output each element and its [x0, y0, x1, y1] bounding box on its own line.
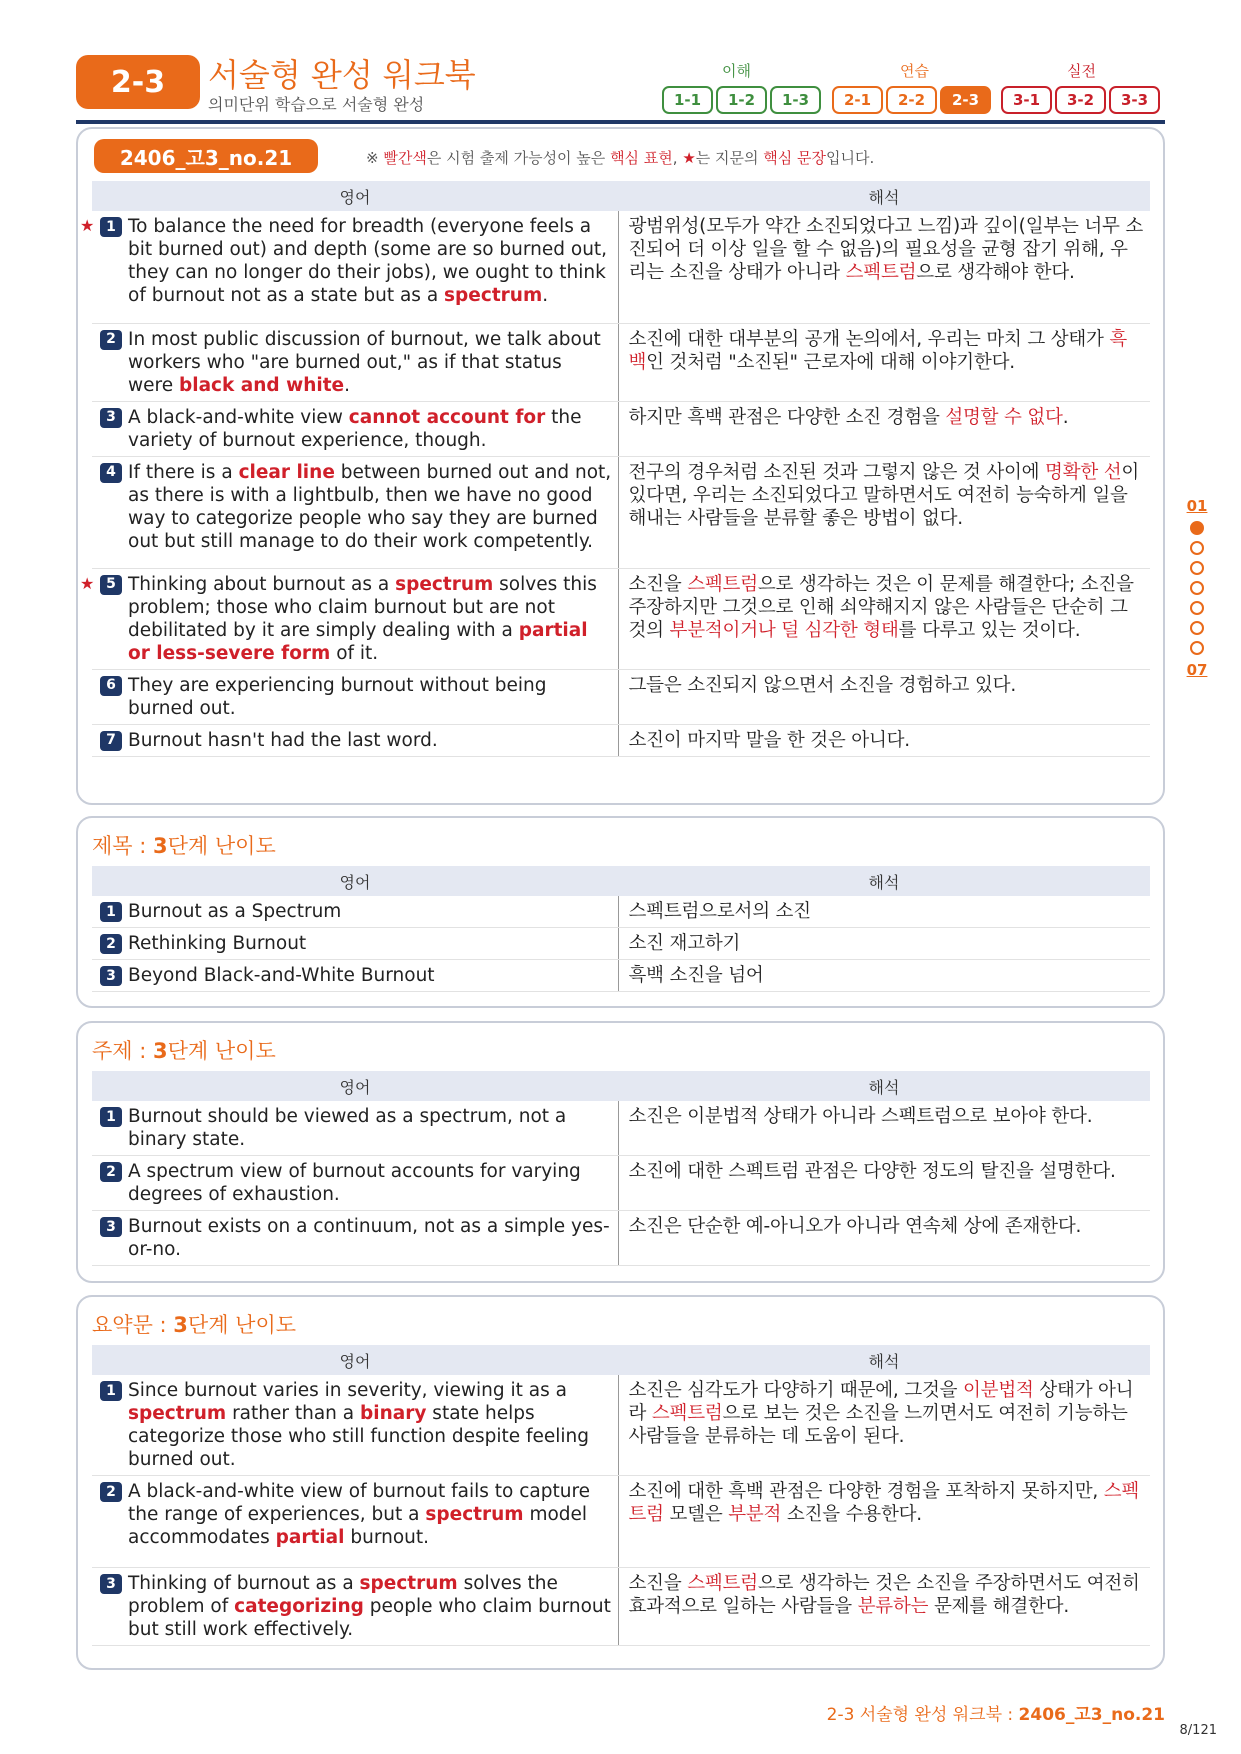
text-segment: 으로 생각하는 것은 이 문제를 해결한다; 소진을 주장하지만 그것으로 인해 쇠약해지지 않은 사람들은 단순히 그것의	[628, 573, 1134, 641]
key-expression: clear line	[238, 461, 335, 483]
nav-group-practice	[832, 86, 991, 114]
english-sentence	[92, 960, 618, 992]
table-row	[92, 928, 1150, 960]
text-segment: 소진은 이분법적 상태가 아니라 스펙트럼으로 보아야 한다.	[628, 1106, 1093, 1127]
text-segment: Burnout hasn't had the last word.	[128, 729, 438, 751]
table-row	[92, 724, 1150, 756]
title-table	[92, 866, 1150, 992]
side-pager	[1180, 497, 1214, 679]
table-row	[92, 896, 1150, 928]
key-expression: binary	[360, 1403, 427, 1424]
key-expression: spectrum	[395, 573, 494, 595]
text-segment: 소진이 마지막 말을 한 것은 아니다.	[628, 729, 910, 751]
page-dot-icon[interactable]	[1190, 641, 1204, 655]
page-dot-icon[interactable]	[1190, 521, 1204, 535]
text-segment: people who claim burnout but still work effectively.	[128, 1596, 611, 1640]
column-header-translation: 해석	[618, 181, 1150, 211]
text-segment: A black-and-white view of burnout fails to capture the range of experiences, but a	[128, 1481, 591, 1525]
key-expression: 흑백	[628, 328, 1128, 373]
page-dot-icon[interactable]	[1190, 581, 1204, 595]
text-segment: 그들은 소진되지 않으면서 소진을 경험하고 있다.	[628, 674, 1017, 696]
key-sentence-star-icon: ★	[80, 573, 95, 593]
text-segment: .	[1062, 406, 1069, 428]
korean-translation	[618, 896, 1150, 928]
text-segment: Rethinking Burnout	[128, 933, 307, 954]
english-sentence	[92, 896, 618, 928]
nav-1-2[interactable]: 1-2	[716, 86, 767, 114]
sentence-number-badge: 3	[100, 1574, 122, 1594]
english-sentence	[92, 928, 618, 960]
topic-card	[76, 1021, 1165, 1283]
footer-caption: 2-3 서술형 완성 워크북 : 2406_고3_no.21	[826, 1705, 1165, 1725]
side-pager-first[interactable]: 01	[1186, 497, 1208, 515]
passage-code-badge: 2406_고3_no.21	[94, 139, 318, 173]
text-segment: model accommodates	[128, 1504, 588, 1548]
nav-3-3[interactable]: 3-3	[1109, 86, 1160, 114]
text-segment: 소진 재고하기	[628, 933, 741, 954]
page-number: 8/121	[1179, 1723, 1217, 1738]
page-dot-icon[interactable]	[1190, 541, 1204, 555]
text-segment: Burnout exists on a continuum, not as a simple yes-or-no.	[128, 1216, 610, 1260]
text-segment: Since burnout varies in severity, viewing it as a	[128, 1380, 567, 1401]
text-segment: 흑백 소진을 넘어	[628, 965, 764, 986]
table-row	[92, 1375, 1150, 1476]
key-expression: spectrum	[128, 1403, 227, 1424]
text-segment: 소진은 심각도가 다양하기 때문에, 그것을	[628, 1380, 963, 1401]
text-segment: If there is a	[128, 461, 239, 483]
passage-rows	[80, 211, 1150, 756]
legend-note-part: 빨간색	[383, 149, 427, 167]
legend-note-part: 핵심 문장	[763, 149, 827, 167]
sentence-number-badge: 2	[100, 330, 122, 350]
korean-translation	[618, 1375, 1150, 1476]
korean-translation	[618, 456, 1150, 568]
passage-table	[80, 181, 1150, 757]
text-segment: 소진을 수용한다.	[781, 1504, 922, 1525]
column-header-english: 영어	[92, 866, 618, 896]
korean-translation	[618, 1476, 1150, 1568]
english-sentence	[92, 456, 618, 568]
korean-translation	[618, 1156, 1150, 1211]
sentence-number-badge: 3	[100, 1217, 122, 1237]
key-expression: partial or less-severe form	[128, 619, 588, 664]
text-segment: between burned out and not, as there is with a lightbulb, then we have no good way to categorize people who say they are burned out but still manage to do their work competently.	[128, 461, 612, 552]
sentence-number-badge: 2	[100, 934, 122, 954]
korean-translation	[618, 211, 1150, 323]
korean-translation	[618, 1211, 1150, 1266]
key-expression: 설명할 수 없다	[945, 406, 1063, 428]
nav-2-2[interactable]: 2-2	[886, 86, 937, 114]
summary-rows	[92, 1375, 1150, 1646]
sentence-number-badge: 1	[100, 1381, 122, 1401]
english-sentence	[92, 669, 618, 724]
table-row	[92, 456, 1150, 568]
korean-translation	[618, 568, 1150, 669]
nav-1-3[interactable]: 1-3	[770, 86, 821, 114]
text-segment: Thinking of burnout as a	[128, 1573, 360, 1594]
summary-section-heading: 요약문 : 3단계 난이도	[92, 1313, 297, 1337]
key-expression: cannot account for	[348, 406, 546, 428]
text-segment: solves the problem of	[128, 1573, 558, 1617]
table-row	[92, 669, 1150, 724]
step-label-real: 실전	[1067, 62, 1096, 80]
text-segment: A spectrum view of burnout accounts for varying degrees of exhaustion.	[128, 1161, 581, 1205]
sentence-number-badge: 1	[100, 217, 122, 237]
lesson-badge: 2-3	[76, 55, 200, 109]
text-segment: rather than a	[226, 1403, 360, 1424]
topic-table	[92, 1071, 1150, 1266]
text-segment: 문제를 해결한다.	[928, 1596, 1070, 1617]
text-segment: 모델은	[663, 1504, 729, 1525]
table-row	[92, 211, 1150, 323]
text-segment: 인 것처럼 "소진된" 근로자에 대해 이야기한다.	[646, 351, 1015, 373]
english-sentence	[92, 1375, 618, 1476]
table-row	[92, 568, 1150, 669]
table-row	[92, 1156, 1150, 1211]
legend-note-part: 핵심 표현	[610, 149, 673, 167]
text-segment: 스펙트럼으로서의 소진	[628, 901, 811, 922]
topic-rows	[92, 1101, 1150, 1266]
table-row	[92, 401, 1150, 456]
english-sentence	[80, 211, 618, 323]
key-expression: 부분적	[728, 1504, 782, 1525]
english-sentence	[92, 401, 618, 456]
sentence-number-badge: 2	[100, 1162, 122, 1182]
text-segment: 이 있다면, 우리는 소진되었다고 말하면서도 여전히 능숙하게 일을 해내는 사람들을 분류할 좋은 방법이 없다.	[628, 461, 1140, 529]
text-segment: 소진에 대한 스펙트럼 관점은 다양한 정도의 탈진을 설명한다.	[628, 1161, 1116, 1182]
step-label-understand: 이해	[722, 62, 751, 80]
sentence-number-badge: 6	[100, 676, 122, 696]
passage-card	[76, 127, 1165, 805]
title-section-heading: 제목 : 3단계 난이도	[92, 834, 276, 858]
side-pager-dots	[1190, 521, 1204, 655]
english-sentence	[80, 568, 618, 669]
step-label-practice: 연습	[900, 62, 929, 80]
title-card	[76, 816, 1165, 1008]
text-segment: 으로 보는 것은 소진을 느끼면서도 여전히 기능하는 사람들을 분류하는 데 도움이 된다.	[628, 1403, 1128, 1447]
legend-note-part: ,	[672, 149, 683, 167]
sentence-number-badge: 2	[100, 1482, 122, 1502]
nav-group-understand	[662, 86, 821, 114]
english-sentence	[92, 724, 618, 756]
key-expression: 부분적이거나 덜 심각한 형태	[669, 619, 899, 641]
text-segment: burnout.	[344, 1527, 430, 1548]
key-expression: spectrum	[359, 1573, 458, 1594]
text-segment: state helps categorize those who still function despite feeling burned out.	[128, 1403, 590, 1470]
text-segment: In most public discussion of burnout, we talk about workers who "are burned out," as if that status were	[128, 328, 601, 396]
legend-note-part: ※	[366, 149, 384, 167]
sentence-number-badge: 3	[100, 966, 122, 986]
korean-translation	[618, 323, 1150, 401]
sentence-number-badge: 1	[100, 902, 122, 922]
text-segment: Burnout should be viewed as a spectrum, not a binary state.	[128, 1106, 567, 1150]
text-segment: 하지만 흑백 관점은 다양한 소진 경험을	[628, 406, 946, 428]
english-sentence	[92, 1156, 618, 1211]
text-segment: 으로 생각하는 것은 소진을 주장하면서도 여전히 효과적으로 일하는 사람들을	[628, 1573, 1140, 1617]
text-segment: 소진을	[628, 573, 688, 595]
side-pager-last[interactable]: 07	[1186, 661, 1208, 679]
text-segment: 소진에 대한 대부분의 공개 논의에서, 우리는 마치 그 상태가	[628, 328, 1110, 350]
english-sentence	[92, 323, 618, 401]
nav-group-real	[1001, 86, 1160, 114]
page-subtitle: 의미단위 학습으로 서술형 완성	[208, 95, 425, 114]
page-dot-icon[interactable]	[1190, 601, 1204, 615]
key-expression: spectrum	[444, 285, 543, 306]
column-header-english: 영어	[92, 1071, 618, 1101]
english-sentence	[92, 1101, 618, 1156]
column-header-english: 영어	[92, 181, 618, 211]
korean-translation	[618, 724, 1150, 756]
summary-table	[92, 1345, 1150, 1646]
english-sentence	[92, 1211, 618, 1266]
text-segment: To balance the need for breadth (everyone feels a bit burned out) and depth (some are so burned out, they can no longer do their jobs), we ought to think of burnout not as a state but as a	[128, 216, 608, 306]
text-segment: Beyond Black-and-White Burnout	[128, 965, 435, 986]
page-title: 서술형 완성 워크북	[208, 56, 476, 94]
table-row	[92, 1211, 1150, 1266]
text-segment: .	[344, 374, 350, 396]
text-segment: Burnout as a Spectrum	[128, 901, 342, 922]
key-expression: 스펙트럼	[687, 573, 758, 595]
nav-1-1[interactable]: 1-1	[662, 86, 713, 114]
table-row	[92, 1476, 1150, 1568]
nav-2-1[interactable]: 2-1	[832, 86, 883, 114]
korean-translation	[618, 669, 1150, 724]
nav-2-3[interactable]: 2-3	[940, 86, 991, 114]
key-sentence-star-icon: ★	[80, 216, 95, 235]
korean-translation	[618, 928, 1150, 960]
column-header-english: 영어	[92, 1345, 618, 1375]
table-row	[92, 323, 1150, 401]
korean-translation	[618, 960, 1150, 992]
key-expression: black and white	[178, 374, 345, 396]
key-expression: 스펙트럼	[651, 1403, 723, 1424]
nav-3-2[interactable]: 3-2	[1055, 86, 1106, 114]
legend-note-part: 는 지문의	[695, 149, 764, 167]
page-dot-icon[interactable]	[1190, 621, 1204, 635]
title-rows	[92, 896, 1150, 992]
text-segment: 광범위성(모두가 약간 소진되었다고 느낌)과 깊이(일부는 너무 소진되어 더 이상 일을 할 수 없음)의 필요성을 균형 잡기 위해, 우리는 소진을 상태가 아니라	[628, 216, 1144, 283]
key-expression: 분류하는	[857, 1596, 929, 1617]
legend-note-part: 은 시험 출제 가능성이 높은	[426, 149, 611, 167]
text-segment: 소진에 대한 흑백 관점은 다양한 경험을 포착하지 못하지만,	[628, 1481, 1104, 1502]
legend-note-part: 입니다.	[826, 149, 875, 167]
sentence-number-badge: 1	[100, 1107, 122, 1127]
sentence-number-badge: 5	[100, 575, 122, 595]
header-divider	[76, 120, 1165, 124]
key-expression: 이분법적	[963, 1380, 1034, 1401]
english-sentence	[92, 1568, 618, 1646]
sentence-number-badge: 3	[100, 408, 122, 428]
text-segment: 소진은 단순한 예-아니오가 아니라 연속체 상에 존재한다.	[628, 1216, 1082, 1237]
page-dot-icon[interactable]	[1190, 561, 1204, 575]
key-expression: spectrum	[425, 1504, 524, 1525]
column-header-translation: 해석	[618, 866, 1150, 896]
summary-card	[76, 1295, 1165, 1670]
sentence-number-badge: 4	[100, 463, 122, 483]
text-segment: They are experiencing burnout without being burned out.	[128, 674, 547, 719]
english-sentence	[92, 1476, 618, 1568]
text-segment: 를 다루고 있는 것이다.	[898, 619, 1081, 641]
sentence-number-badge: 7	[100, 731, 122, 751]
korean-translation	[618, 1568, 1150, 1646]
korean-translation	[618, 1101, 1150, 1156]
korean-translation	[618, 401, 1150, 456]
text-segment: 전구의 경우처럼 소진된 것과 그렇지 않은 것 사이에	[628, 461, 1046, 483]
text-segment: 으로 생각해야 한다.	[916, 262, 1075, 283]
table-row	[92, 960, 1150, 992]
text-segment: of it.	[330, 642, 379, 664]
topic-section-heading: 주제 : 3단계 난이도	[92, 1039, 276, 1063]
column-header-translation: 해석	[618, 1071, 1150, 1101]
text-segment: A black-and-white view	[128, 406, 349, 428]
column-header-translation: 해석	[618, 1345, 1150, 1375]
text-segment: Thinking about burnout as a	[128, 573, 396, 595]
text-segment: solves this problem; those who claim burnout but are not debilitated by it are simply dealing with a	[128, 573, 597, 641]
table-row	[92, 1101, 1150, 1156]
text-segment: 상태가 아니라	[628, 1380, 1134, 1424]
text-segment: .	[542, 285, 549, 306]
key-expression: 스펙트럼	[628, 1481, 1140, 1525]
legend-note-part: ★	[682, 149, 696, 167]
key-expression: categorizing	[234, 1596, 364, 1617]
text-segment: the variety of burnout experience, though.	[128, 406, 582, 451]
nav-3-1[interactable]: 3-1	[1001, 86, 1052, 114]
text-segment: 소진을	[628, 1573, 688, 1594]
key-expression: 명확한 선	[1045, 461, 1122, 483]
key-expression: partial	[275, 1527, 345, 1548]
table-row	[92, 1568, 1150, 1646]
key-expression: 스펙트럼	[687, 1573, 758, 1594]
legend-note	[366, 147, 874, 168]
key-expression: 스펙트럼	[845, 262, 917, 283]
